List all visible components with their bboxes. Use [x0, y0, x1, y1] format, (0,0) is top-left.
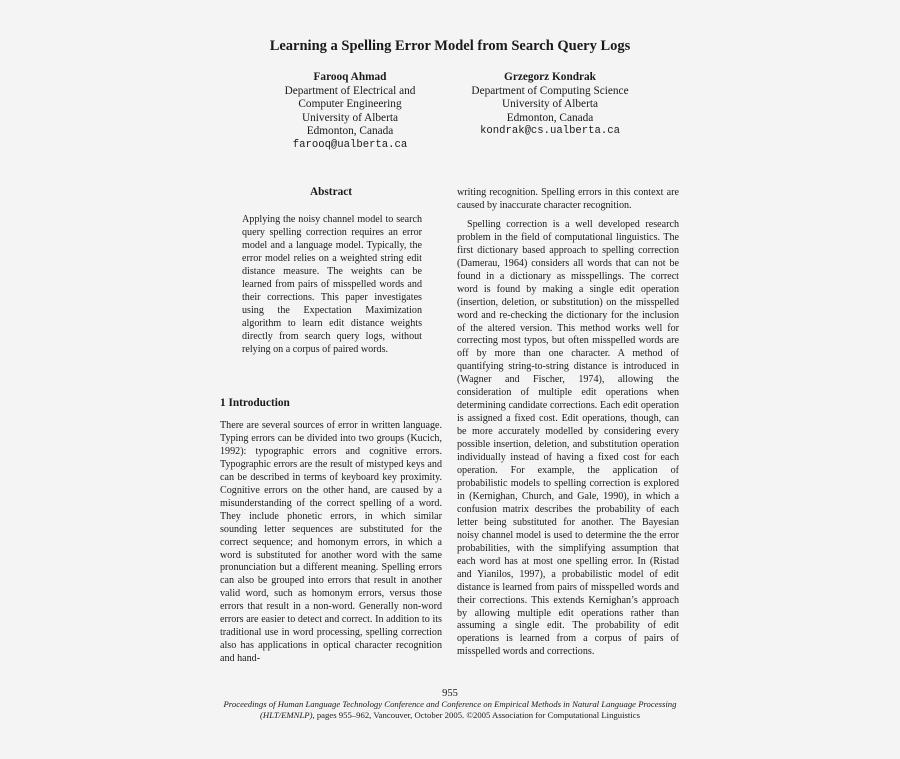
affiliation-line: Computer Engineering — [298, 98, 402, 111]
abstract-text: Applying the noisy channel model to search query spelling correction requires an error model and a language model. Typically, the error model relies on a weighted string edit distance measure. The weights can be learned from pairs of misspelled words and their corrections. This paper investigates using the Expectation Maximization algorithm to learn edit distance weights directly from search query logs, without relying on a corpus of paired words. — [242, 214, 422, 355]
affiliation-line: University of Alberta — [501, 98, 598, 111]
paper-title: Learning a Spelling Error Model from Search Query Logs — [269, 38, 631, 54]
abstract-heading: Abstract — [309, 186, 353, 198]
author-block-ahmad — [250, 71, 450, 153]
intro-paragraph: Spelling correction is a well developed research problem in the field of computational linguistics. The first dictionary based approach to spelling correction (Damerau, 1964) considers all words that can not be found in a dictionary as misspellings. The correct word is found by making a single edit operation (insertion, deletion, or substitution) on the misspelled word and re-checking the dictionary for the inclusion of the altered version. This method works well for correcting most typos, but often misspelled words are off by more than one character. A method of quantifying string-to-string distance is introduced in (Wagner and Fischer, 1974), allowing the consideration of multiple edit operations when determining candidate corrections. Each edit operation is assigned a fixed cost. Edit operations, though, can be more accurately modelled by considering every possible insertion, deletion, and substitution operation individually instead of having a fixed cost for each operation. For example, the application of probabilistic models to spelling correction is explored in (Kernighan, Church, and Gale, 1990), in which a confusion matrix describes the probability of each letter being substituted for another. The Bayesian noisy channel model is used to determine the the error probabilities, with the simplifying assumption that each word has at most one spelling error. In (Ristad and Yianilos, 1997), a probabilistic model of edit distance is learned from pairs of misspelled words and their corrections. This extends Kernighan’s approach by allowing multiple edit operations rather than assuming a single edit. The probability of edit operations is learned from a corpus of pairs of misspelled words and corrections. — [457, 218, 679, 658]
affiliation-line: University of Alberta — [301, 111, 398, 124]
author-name: Grzegorz Kondrak — [504, 71, 596, 83]
affiliation-line: Edmonton, Canada — [506, 111, 594, 124]
affiliation-line: Department of Computing Science — [471, 84, 629, 97]
author-name: Farooq Ahmad — [313, 71, 387, 83]
author-block-kondrak — [450, 71, 650, 139]
affiliation-line: Edmonton, Canada — [306, 125, 394, 138]
intro-paragraph: writing recognition. Spelling errors in this context are caused by inaccurate character recognition. — [457, 187, 679, 211]
intro-left-column: There are several sources of error in written language. Typing errors can be divided into two groups (Kucich, 1992): typographic errors and cognitive errors. Typographic errors are the result of mistyped keys and can be described in terms of keyboard key proximity. Cognitive errors on the other hand, are caused by a misunderstanding of the correct spelling of a word. They include phonetic errors, in which similar sounding letter sequences are substituted for the correct sequence; and homonym errors, in which a word is substituted for another word with the same pronunciation but a different meaning. Spelling errors can also be grouped into errors that result in another valid word, such as homonym errors, versus those errors that result in a non-word. Generally non-word errors are easier to detect and correct. In addition to its traditional use in word processing, spelling correction also has applications in optical character recognition and hand- — [220, 420, 442, 665]
footer-proceedings: Proceedings of Human Language Technology Conference and Conference on Empirical Methods in Natural Language Processing (HLT/EMNLP) — [223, 699, 677, 720]
author-email: kondrak@cs.ualberta.ca — [480, 125, 620, 138]
section-heading-introduction: 1 Introduction — [220, 397, 290, 409]
author-email: farooq@ualberta.ca — [292, 138, 408, 151]
affiliation-line: Department of Electrical and — [284, 84, 416, 97]
page-number: 955 — [442, 688, 458, 699]
intro-right-column — [457, 187, 679, 659]
footer-details: , pages 955–962, Vancouver, October 2005. ©2005 Association for Computational Linguistics — [312, 709, 640, 720]
footer-citation — [210, 699, 690, 720]
